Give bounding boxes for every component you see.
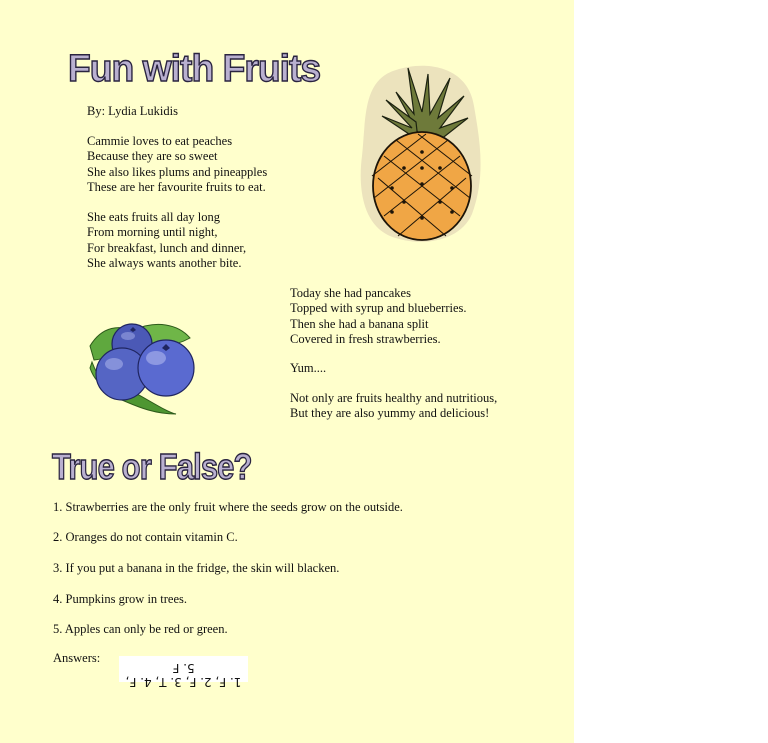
stanza-2 <box>87 210 246 271</box>
answers-box <box>119 656 248 689</box>
stanza-3 <box>290 286 467 347</box>
poem-line: But they are also yummy and delicious! <box>290 406 490 421</box>
poem-line: She always wants another bite. <box>87 255 242 270</box>
answers-label: Answers: <box>53 651 101 665</box>
author-byline: By: Lydia Lukidis <box>87 104 178 118</box>
pineapple-illustration <box>356 56 486 248</box>
answers-upside-down: 1. F, 2. F, 3. T, 4. F, 5. F <box>125 661 242 689</box>
poem-title: Fun with Fruits <box>68 48 321 90</box>
quiz-title: True or False? <box>52 446 252 487</box>
poem-line: Topped with syrup and blueberries. <box>290 301 467 316</box>
poem-line: She eats fruits all day long <box>87 210 220 224</box>
poem-line: Cammie loves to eat peaches <box>87 134 233 148</box>
poem-line: For breakfast, lunch and dinner, <box>87 240 247 255</box>
blueberries-illustration <box>86 318 206 418</box>
poem-line: Covered in fresh strawberries. <box>290 331 441 346</box>
quiz-question: 4. Pumpkins grow in trees. <box>53 592 188 606</box>
poem-line: These are her favourite fruits to eat. <box>87 179 266 194</box>
poem-line: Then she had a banana split <box>290 316 429 331</box>
stanza-4 <box>290 391 497 422</box>
poem-line: Because they are so sweet <box>87 149 218 164</box>
poem-line: She also likes plums and pineapples <box>87 164 268 179</box>
quiz-question: 3. If you put a banana in the fridge, the skin will blacken. <box>53 561 340 575</box>
quiz-question: 5. Apples can only be red or green. <box>53 622 228 636</box>
quiz-question: 1. Strawberries are the only fruit where the seeds grow on the outside. <box>53 500 403 514</box>
poem-line: From morning until night, <box>87 225 218 240</box>
stanza-1 <box>87 134 267 195</box>
poem-yum: Yum.... <box>290 361 327 375</box>
poem-line: Today she had pancakes <box>290 286 411 300</box>
quiz-question: 2. Oranges do not contain vitamin C. <box>53 530 238 544</box>
poem-line: Not only are fruits healthy and nutritious, <box>290 391 498 405</box>
